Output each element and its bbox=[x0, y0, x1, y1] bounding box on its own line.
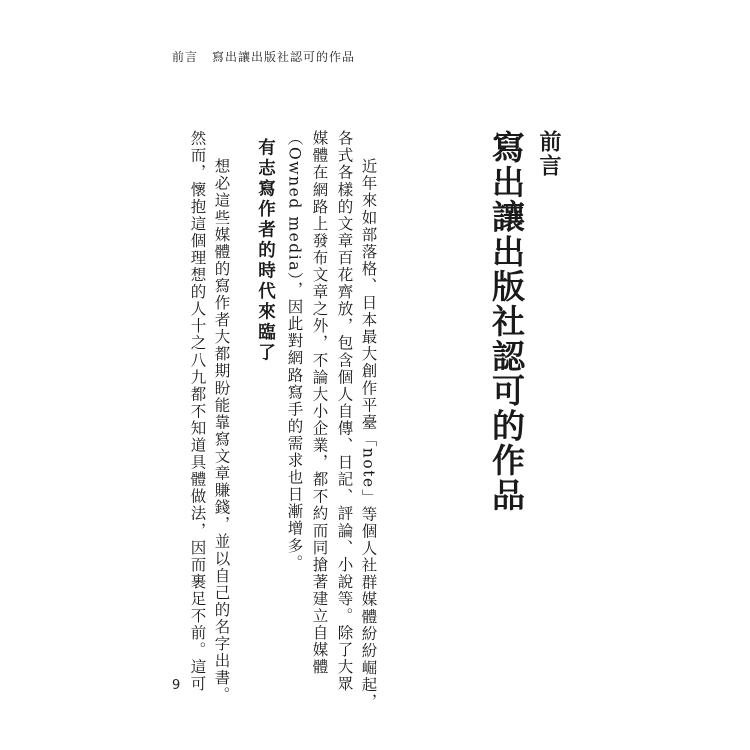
section-heading: 有志寫作者的時代來臨了 bbox=[255, 138, 276, 364]
paragraph-1-line-3: 媒體在網路上發布文章之外，不論大小企業，都不約而同搶著建立自媒體 bbox=[310, 130, 329, 676]
paragraph-2-line-1: 想必這些媒體的寫作者大都期盼能靠寫文章賺錢，並以自己的名字出書。 bbox=[212, 158, 231, 704]
running-header bbox=[172, 48, 355, 66]
chapter-label: 前言 bbox=[536, 130, 562, 178]
running-header-title: 寫出讓出版社認可的作品 bbox=[212, 50, 356, 64]
running-header-section: 前言 bbox=[172, 50, 199, 64]
chapter-title: 寫出讓出版社認可的作品 bbox=[487, 130, 526, 513]
paragraph-1-line-1: 近年來如部落格、日本最大創作平臺「note」等個人社群媒體紛紛崛起， bbox=[359, 158, 378, 711]
page-number: 9 bbox=[172, 678, 181, 693]
paragraph-1-line-4: （Owned media），因此對網路寫手的需求也日漸增多。 bbox=[285, 130, 304, 572]
paragraph-1-line-2: 各式各樣的文章百花齊放，包含個人自傳、日記、評論、小說等。除了大眾 bbox=[335, 130, 354, 693]
paragraph-2-line-2: 然而，懷抱這個理想的人十之八九都不知道具體做法，因而裹足不前。這可 bbox=[188, 130, 207, 693]
